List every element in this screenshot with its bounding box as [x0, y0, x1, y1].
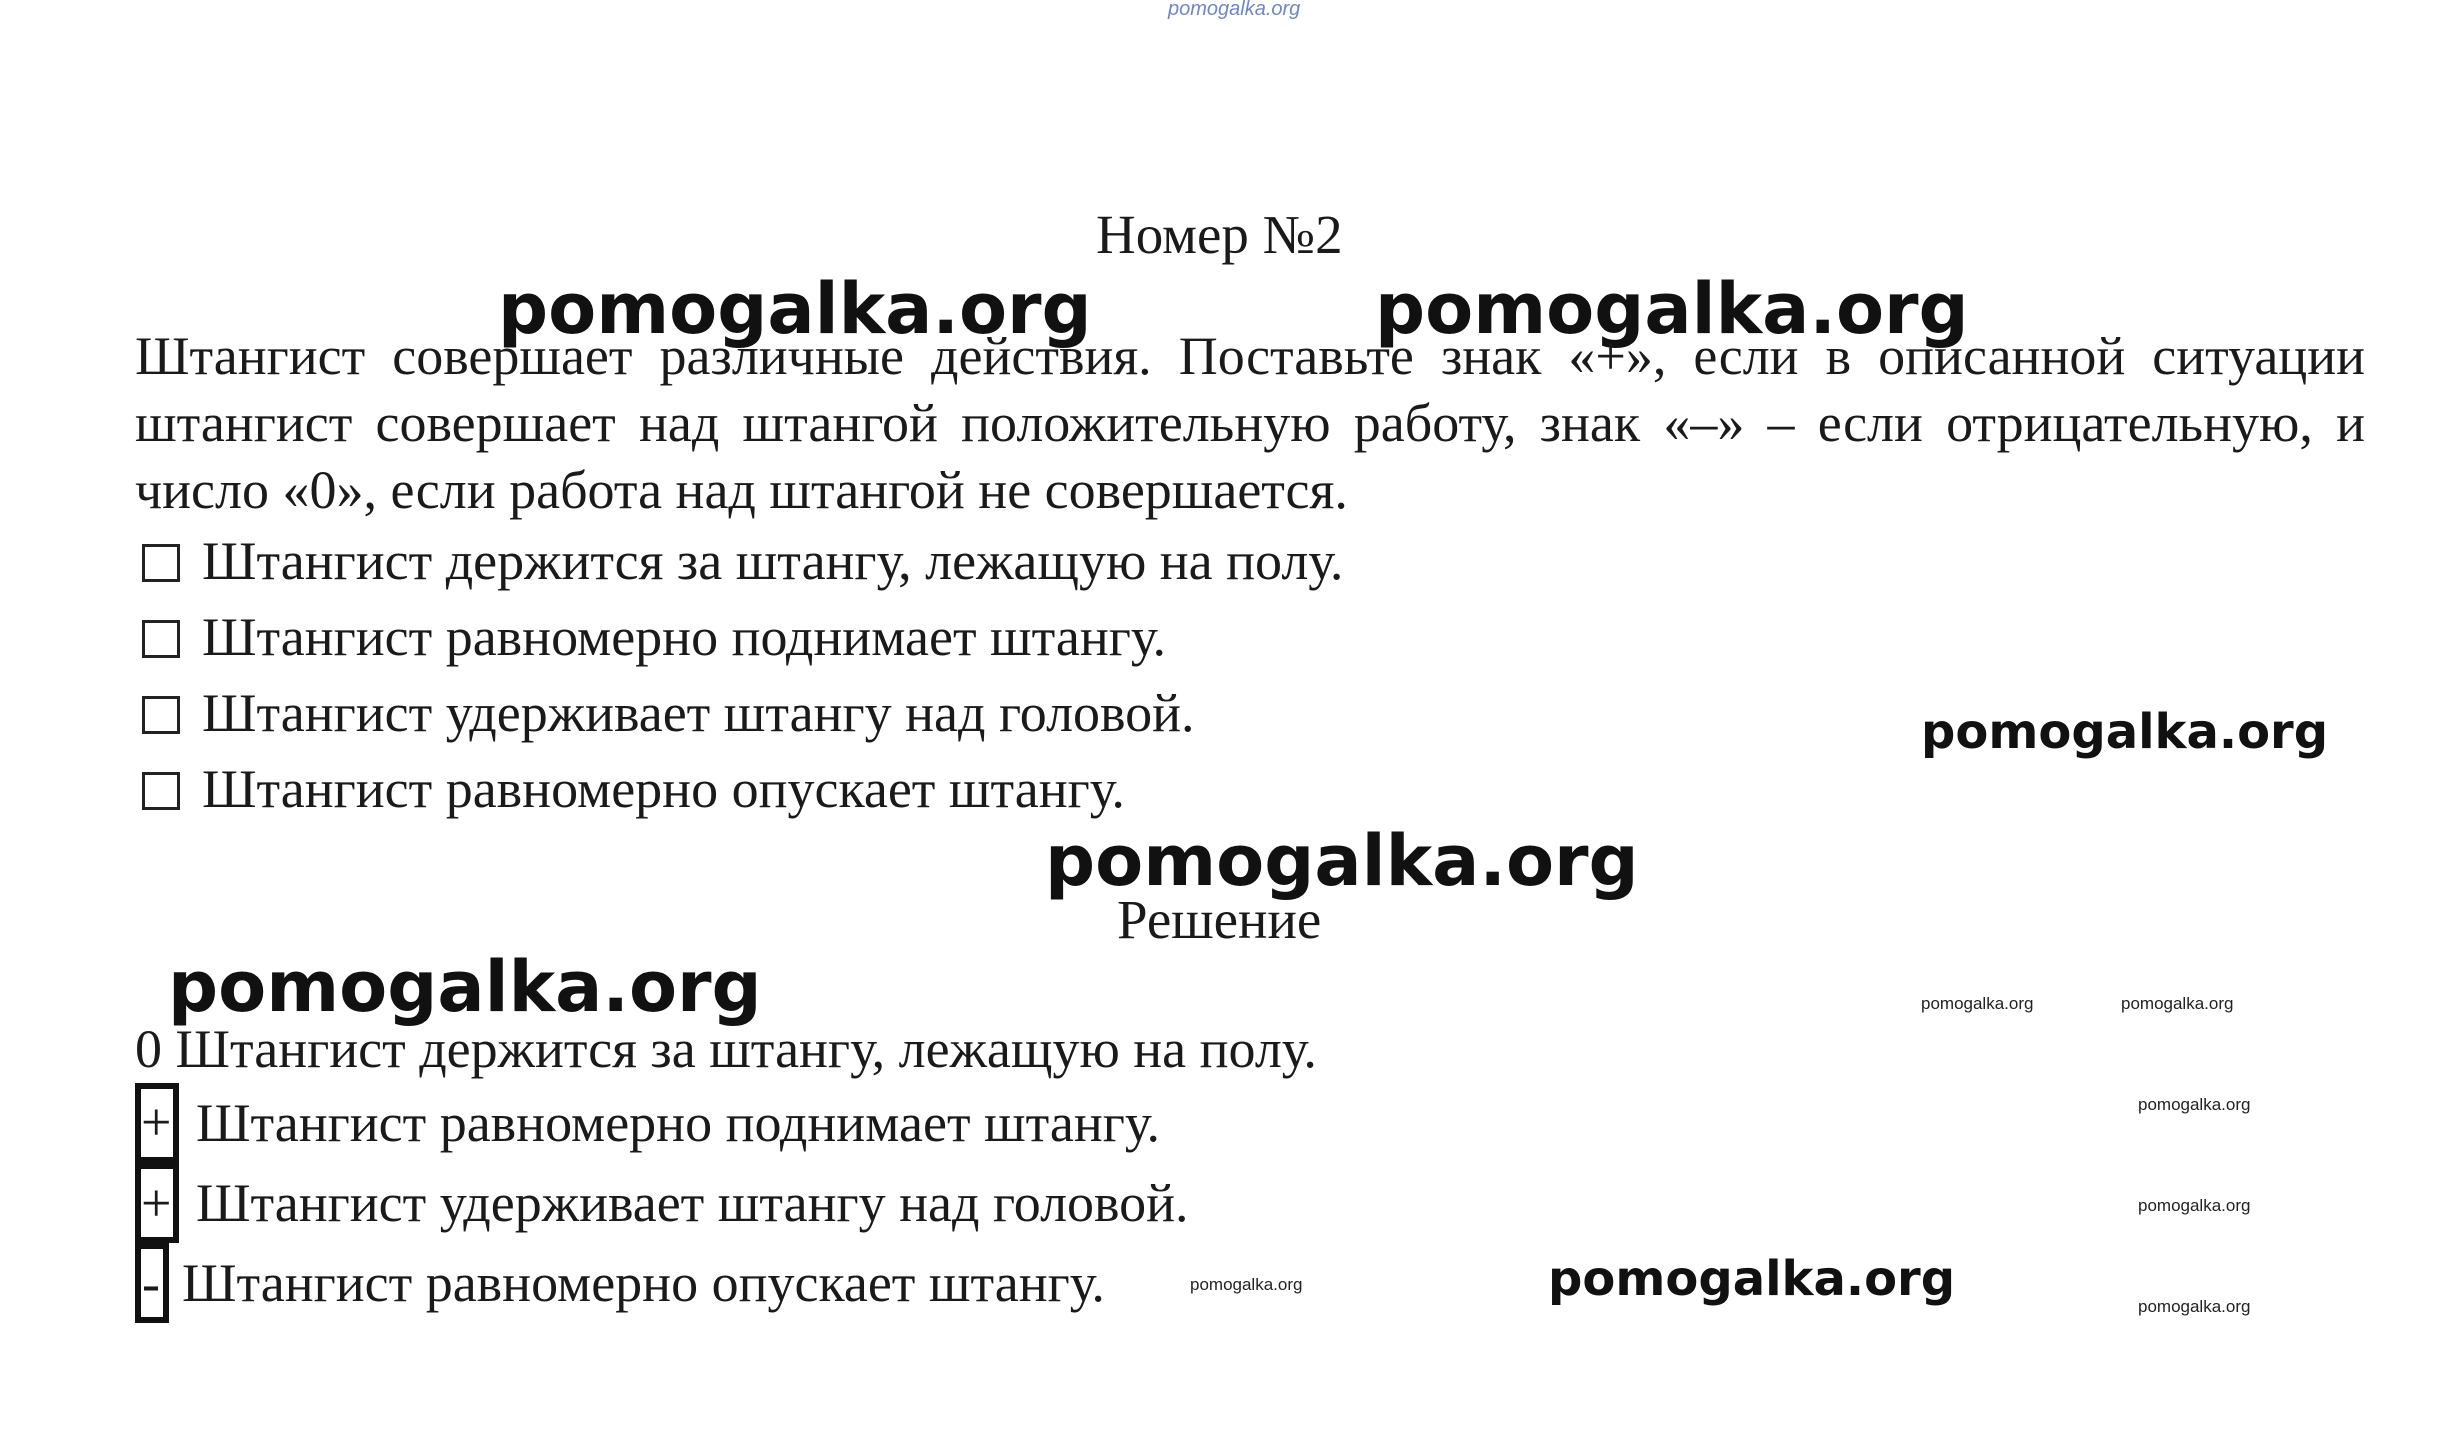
answer-sign: + — [141, 1092, 172, 1152]
checkbox-icon[interactable] — [142, 620, 180, 658]
answer-item — [135, 1018, 1317, 1080]
option-item — [142, 758, 1125, 820]
checkbox-icon[interactable] — [142, 696, 180, 734]
option-label: Штангист держится за штангу, лежащую на полу. — [202, 531, 1344, 591]
option-item — [142, 606, 1166, 668]
watermark: pomogalka.org — [1045, 820, 1639, 902]
answer-text: Штангист держится за штангу, лежащую на полу. — [175, 1019, 1317, 1079]
watermark: pomogalka.org — [1921, 704, 2329, 760]
option-label: Штангист удерживает штангу над головой. — [202, 683, 1195, 743]
watermark: pomogalka.org — [168, 946, 762, 1028]
watermark: pomogalka.org — [498, 268, 1092, 350]
checkbox-icon[interactable] — [142, 544, 180, 582]
option-item — [142, 530, 1343, 592]
page-title: Номер №2 — [1096, 204, 1343, 265]
answer-sign: 0 — [135, 1019, 162, 1079]
watermark-small: pomogalka.org — [2138, 1095, 2251, 1114]
solution-title: Решение — [1117, 889, 1322, 950]
watermark-small: pomogalka.org — [2121, 994, 2234, 1013]
answer-sign: + — [141, 1173, 172, 1233]
option-item — [142, 682, 1195, 744]
answer-text: Штангист равномерно опускает штангу. — [182, 1253, 1105, 1313]
checkbox-icon[interactable] — [142, 772, 180, 810]
option-label: Штангист равномерно поднимает штангу. — [202, 607, 1166, 667]
watermark-top: pomogalka.org — [1168, 0, 1301, 20]
option-label: Штангист равномерно опускает штангу. — [202, 759, 1125, 819]
watermark-small: pomogalka.org — [1921, 994, 2034, 1013]
answer-sign: - — [142, 1253, 160, 1313]
answer-text: Штангист равномерно поднимает штангу. — [196, 1093, 1160, 1153]
watermark-small: pomogalka.org — [1190, 1275, 1303, 1294]
watermark: pomogalka.org — [1375, 268, 1969, 350]
task-text: Штангист совершает различные действия. Поставьте знак «+», если в описанной ситуации штангист совершает над штангой положительную работу, знак «–» – если отрицательную, и число «0», если работа над штангой не совершается. — [135, 326, 2365, 520]
watermark-small: pomogalka.org — [2138, 1196, 2251, 1215]
answer-text: Штангист удерживает штангу над головой. — [196, 1173, 1189, 1233]
watermark: pomogalka.org — [1548, 1251, 1956, 1307]
watermark-small: pomogalka.org — [2138, 1297, 2251, 1316]
